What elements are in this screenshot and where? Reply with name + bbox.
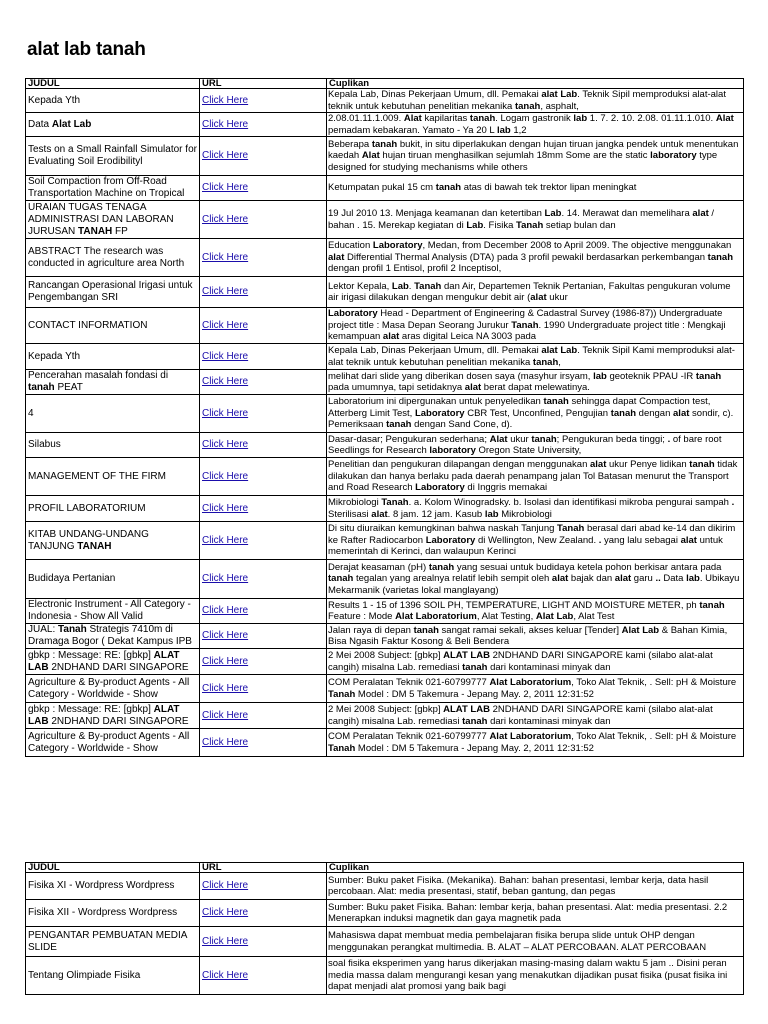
result-excerpt: 2.08.01.11.1.009. Alat kapilaritas tanah. Logam gastronik lab 1. 7. 2. 10. 2.08. 01.11.1.010. Alat pemadam kebakaran. Yamato - Ya 20 L lab 1,2 [327, 113, 744, 137]
result-title: Data Alat Lab [26, 113, 200, 137]
result-excerpt: Lektor Kepala, Lab. Tanah dan Air, Departemen Teknik Pertanian, Fakultas pengukuran volume air irigasi dilakukan dengan mengukur debit air (alat ukur [327, 277, 744, 308]
result-title: Kepada Yth [26, 344, 200, 370]
click-here-link[interactable]: Click Here [202, 213, 249, 225]
result-title: Kepada Yth [26, 89, 200, 113]
result-url-cell [200, 395, 327, 433]
table-row [26, 496, 744, 522]
column-header-url: URL [200, 79, 327, 89]
table-row [26, 599, 744, 624]
table-row [26, 344, 744, 370]
click-here-link[interactable]: Click Here [202, 534, 249, 546]
table-row [26, 277, 744, 308]
click-here-link[interactable]: Click Here [202, 502, 249, 514]
result-title: CONTACT INFORMATION [26, 308, 200, 344]
result-title: Tests on a Small Rainfall Simulator for Evaluating Soil Erodibilityl [26, 137, 200, 176]
table-row [26, 370, 744, 395]
click-here-link[interactable]: Click Here [202, 94, 249, 106]
result-title: Agriculture & By-product Agents - All Category - Worldwide - Show [26, 729, 200, 757]
result-url-cell [200, 675, 327, 703]
result-title: URAIAN TUGAS TENAGA ADMINISTRASI DAN LABORAN JURUSAN TANAH FP [26, 201, 200, 239]
table-row [26, 522, 744, 560]
result-url-cell [200, 344, 327, 370]
click-here-link[interactable]: Click Here [202, 286, 249, 297]
result-url-cell [200, 239, 327, 277]
result-title: gbkp : Message: RE: [gbkp] ALAT LAB 2NDHAND DARI SINGAPORE [26, 649, 200, 675]
table-row [26, 458, 744, 496]
click-here-link[interactable]: Click Here [202, 655, 249, 667]
results-table [25, 862, 744, 995]
click-here-link[interactable]: Click Here [202, 319, 249, 331]
result-url-cell [200, 176, 327, 201]
result-url-cell [200, 496, 327, 522]
table-row [26, 113, 744, 137]
result-excerpt: Laboratorium ini dipergunakan untuk penyeledikan tanah sehingga dapat Compaction test, Atterberg Limit Test, Laboratory CBR Test, Unconfined, Pengujian tanah dengan alat sondir, c). Pemeriksaan tanah dengan Sand Cone, d). [327, 395, 744, 433]
click-here-link[interactable]: Click Here [202, 736, 249, 748]
table-row [26, 703, 744, 729]
table-row [26, 927, 744, 957]
result-title: MANAGEMENT OF THE FIRM [26, 458, 200, 496]
result-excerpt: Jalan raya di depan tanah sangat ramai sekali, akses keluar [Tender] Alat Lab & Bahan Kimia, Bisa Ngasih Faktur Kosong & Beli Bendera [327, 624, 744, 649]
column-header-cuplikan: Cuplikan [327, 863, 744, 873]
result-url-cell [200, 113, 327, 137]
table-row [26, 649, 744, 675]
click-here-link[interactable]: Click Here [202, 407, 249, 419]
click-here-link[interactable]: Click Here [202, 935, 249, 947]
click-here-link[interactable]: Click Here [202, 969, 249, 981]
result-title: Soil Compaction from Off-Road Transportation Machine on Tropical [26, 176, 200, 201]
table-row [26, 560, 744, 599]
click-here-link[interactable]: Click Here [202, 709, 249, 721]
result-excerpt: Education Laboratory, Medan, from December 2008 to April 2009. The objective menggunakan alat Differential Thermal Analysis (DTA) pada 3 profil pewakil berdasarkan perkembangan tanah dengan profil 1 Entisol, profil 2 Inceptisol, [327, 239, 744, 277]
table-row [26, 239, 744, 277]
click-here-link[interactable]: Click Here [202, 573, 249, 584]
column-header-judul: JUDUL [26, 863, 200, 873]
result-url-cell [200, 433, 327, 458]
result-excerpt: Ketumpatan pukal 15 cm tanah atas di bawah tek trektor lipan meningkat [327, 176, 744, 201]
result-url-cell [200, 458, 327, 496]
table-row [26, 675, 744, 703]
result-title: Pencerahan masalah fondasi di tanah PEAT [26, 370, 200, 395]
result-excerpt: Results 1 - 15 of 1396 SOIL PH, TEMPERATURE, LIGHT AND MOISTURE METER, ph tanah Feature : Mode Alat Laboratorium, Alat Testing, Alat Lab, Alat Test [327, 599, 744, 624]
table-header-row [26, 79, 744, 89]
result-url-cell [200, 201, 327, 239]
result-title: ABSTRACT The research was conducted in agriculture area North [26, 239, 200, 277]
result-excerpt: soal fisika eksperimen yang harus dikerjakan masing-masing dalam waktu 5 jam .. Disini peran media massa dalam mengurangi kesan yang menakutkan dijadikan pusat fisika (pusat fisika ini dapat menjadi alat promosi yang baik bagi [327, 957, 744, 995]
result-excerpt: COM Peralatan Teknik 021-60799777 Alat Laboratorium, Toko Alat Teknik, . Sell: pH & Moisture Tanah Model : DM 5 Takemura - Jepang May. 2, 2011 12:31:52 [327, 675, 744, 703]
table-row [26, 137, 744, 176]
result-excerpt: Di situ diuraikan kemungkinan bahwa naskah Tanjung Tanah berasal dari abad ke-14 dan dikirim ke Rafter Radiocarbon Laboratory di Wellington, New Zealand. . yang lalu sebagai alat untuk memerintah di Kerinci, dan walaupun Kerinci [327, 522, 744, 560]
result-title: Agriculture & By-product Agents - All Category - Worldwide - Show [26, 675, 200, 703]
table-row [26, 729, 744, 757]
result-url-cell [200, 624, 327, 649]
result-excerpt: Mikrobiologi Tanah. a. Kolom Winogradsky. b. Isolasi dan identifikasi mikroba pengurai sampah . Sterilisasi alat. 8 jam. 12 jam. Kasub lab Mikrobiologi [327, 496, 744, 522]
result-url-cell [200, 649, 327, 675]
result-url-cell [200, 703, 327, 729]
result-excerpt: Dasar-dasar; Pengukuran sederhana; Alat ukur tanah; Pengukuran beda tinggi; . of bare root Seedlings for Research laboratory Oregon State University, [327, 433, 744, 458]
click-here-link[interactable]: Click Here [202, 118, 249, 130]
result-title: 4 [26, 395, 200, 433]
click-here-link[interactable]: Click Here [202, 439, 249, 450]
result-excerpt: Penelitian dan pengukuran dilapangan dengan menggunakan alat ukur Penye lidikan tanah tidak dilakukan dan hanya berlaku pada daerah penampang jalan Tol Batasan menurut the Transport and Road Research Laboratory di Inggris memakai [327, 458, 744, 496]
click-here-link[interactable]: Click Here [202, 350, 249, 362]
click-here-link[interactable]: Click Here [202, 376, 249, 387]
table-row [26, 900, 744, 927]
click-here-link[interactable]: Click Here [202, 880, 249, 891]
result-excerpt: Mahasiswa dapat membuat media pembelajaran fisika berupa slide untuk OHP dengan menggunakan perangkat multimedia. B. ALAT – ALAT PERCOBAAN. ALAT PERCOBAAN [327, 927, 744, 957]
page-title: alat lab tanah [27, 39, 146, 60]
click-here-link[interactable]: Click Here [202, 907, 249, 918]
result-excerpt: Kepala Lab, Dinas Pekerjaan Umum, dll. Pemakai alat Lab. Teknik Sipil Kami memproduksi alat-alat teknik untuk kebutuhan penelitian mekanika tanah, [327, 344, 744, 370]
click-here-link[interactable]: Click Here [202, 150, 249, 161]
result-excerpt: Laboratory Head - Department of Engineering & Cadastral Survey (1986-87)) Undergraduate project title : Masa Depan Seorang Jurukur Tanah. 1990 Undergraduate project title : Mengkaji kemampuan alat aras digital Leica NA 3003 pada [327, 308, 744, 344]
click-here-link[interactable]: Click Here [202, 682, 249, 694]
table-row [26, 433, 744, 458]
result-url-cell [200, 137, 327, 176]
result-excerpt: melihat dari slide yang diberikan dosen saya (masyhur irsyam, lab geoteknik PPAU -IR tanah pada umumnya, tapi setidaknya alat berat dapat melewatinya. [327, 370, 744, 395]
click-here-link[interactable]: Click Here [202, 182, 249, 193]
table-row [26, 624, 744, 649]
column-header-url: URL [200, 863, 327, 873]
result-title: Budidaya Pertanian [26, 560, 200, 599]
result-title: Electronic Instrument - All Category - Indonesia - Show All Valid [26, 599, 200, 624]
result-title: PROFIL LABORATORIUM [26, 496, 200, 522]
result-url-cell [200, 370, 327, 395]
result-url-cell [200, 560, 327, 599]
result-url-cell [200, 900, 327, 927]
result-excerpt: 2 Mei 2008 Subject: [gbkp] ALAT LAB 2NDHAND DARI SINGAPORE kami (silabo alat-alat cangih) misalna Lab. remediasi tanah dari kontaminasi minyak dan [327, 649, 744, 675]
result-excerpt: Sumber: Buku paket Fisika. Bahan: lembar kerja, bahan presentasi. Alat: media presentasi. 2.2 Menerapkan induksi magnetik dan gaya magnetik pada [327, 900, 744, 927]
result-title: KITAB UNDANG-UNDANG TANJUNG TANAH [26, 522, 200, 560]
result-title: Fisika XII - Wordpress Wordpress [26, 900, 200, 927]
result-url-cell [200, 599, 327, 624]
table-row [26, 957, 744, 995]
result-excerpt: 2 Mei 2008 Subject: [gbkp] ALAT LAB 2NDHAND DARI SINGAPORE kami (silabo alat-alat cangih) misalna Lab. remediasi tanah dari kontaminasi minyak dan [327, 703, 744, 729]
table-row [26, 873, 744, 900]
column-header-cuplikan: Cuplikan [327, 79, 744, 89]
results-table [25, 78, 744, 757]
table-header-row [26, 863, 744, 873]
result-url-cell [200, 729, 327, 757]
result-title: JUAL: Tanah Strategis 7410m di Dramaga Bogor ( Dekat Kampus IPB [26, 624, 200, 649]
result-url-cell [200, 957, 327, 995]
result-title: Fisika XI - Wordpress Wordpress [26, 873, 200, 900]
result-excerpt: COM Peralatan Teknik 021-60799777 Alat Laboratorium, Toko Alat Teknik, . Sell: pH & Moisture Tanah Model : DM 5 Takemura - Jepang May. 2, 2011 12:31:52 [327, 729, 744, 757]
result-url-cell [200, 927, 327, 957]
click-here-link[interactable]: Click Here [202, 470, 249, 482]
table-row [26, 395, 744, 433]
result-title: Rancangan Operasional Irigasi untuk Pengembangan SRI [26, 277, 200, 308]
table-row [26, 89, 744, 113]
result-title: PENGANTAR PEMBUATAN MEDIA SLIDE [26, 927, 200, 957]
result-url-cell [200, 308, 327, 344]
result-title: Silabus [26, 433, 200, 458]
result-excerpt: 19 Jul 2010 13. Menjaga keamanan dan ketertiban Lab. 14. Merawat dan memelihara alat / bahan . 15. Merekap kegiatan di Lab. Fisika Tanah setiap bulan dan [327, 201, 744, 239]
result-url-cell [200, 277, 327, 308]
result-url-cell [200, 873, 327, 900]
click-here-link[interactable]: Click Here [202, 251, 249, 263]
result-excerpt: Beberapa tanah bukit, in situ diperlakukan dengan hujan tiruan jangka pendek untuk menentukan kaedah Alat hujan tiruan menghasilkan sejumlah 18mm Some are the static laboratory type designed for studying mechanisms while others [327, 137, 744, 176]
result-url-cell [200, 89, 327, 113]
table-row [26, 201, 744, 239]
column-header-judul: JUDUL [26, 79, 200, 89]
result-title: Tentang Olimpiade Fisika [26, 957, 200, 995]
table-row [26, 176, 744, 201]
result-excerpt: Sumber: Buku paket Fisika. (Mekanika). Bahan: bahan presentasi, lembar kerja, data hasil percobaan. Alat: media presentasi, statif, beban gantung, dan pegas [327, 873, 744, 900]
result-url-cell [200, 522, 327, 560]
result-title: gbkp : Message: RE: [gbkp] ALAT LAB 2NDHAND DARI SINGAPORE [26, 703, 200, 729]
table-row [26, 308, 744, 344]
result-excerpt: Derajat keasaman (pH) tanah yang sesuai untuk budidaya ketela pohon berkisar antara pada tanah tegalan yang arealnya relatif lebih sempit oleh alat bajak dan alat garu .. Data lab. Ubikayu Mekarmanik (varietas lokal manglayang) [327, 560, 744, 599]
result-excerpt: Kepala Lab, Dinas Pekerjaan Umum, dll. Pemakai alat Lab. Teknik Sipil memproduksi alat-alat teknik untuk kebutuhan penelitian mekanika tanah, asphalt, [327, 89, 744, 113]
click-here-link[interactable]: Click Here [202, 605, 249, 616]
click-here-link[interactable]: Click Here [202, 630, 249, 641]
